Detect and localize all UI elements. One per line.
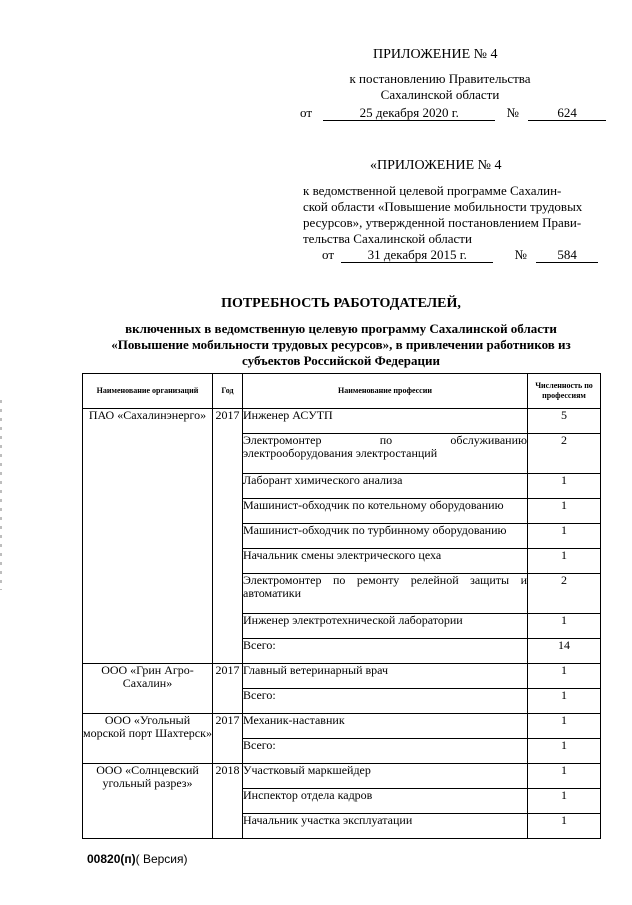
num-prefix: № bbox=[506, 105, 519, 120]
table-row bbox=[83, 409, 601, 434]
appendix-date-row bbox=[300, 105, 606, 121]
appendix-line-1: к постановлению Правительства bbox=[349, 71, 531, 86]
count-cell: 1 bbox=[528, 549, 601, 574]
total-count-cell: 1 bbox=[528, 739, 601, 764]
header-org: Наименование организаций bbox=[83, 374, 213, 409]
appendix-number: 624 bbox=[528, 105, 606, 121]
document-subtitle-1: включенных в ведомственную целевую программу Сахалинской области bbox=[125, 321, 557, 336]
profession-cell: Лаборант химического анализа bbox=[243, 474, 528, 499]
org-cell: ООО «Грин Агро-Сахалин» bbox=[83, 664, 213, 714]
program-line-2: ской области «Повышение мобильности трудовых bbox=[303, 199, 583, 214]
table-row bbox=[83, 664, 601, 689]
count-cell: 2 bbox=[528, 574, 601, 614]
count-cell: 1 bbox=[528, 524, 601, 549]
program-line-1: к ведомственной целевой программе Сахалин- bbox=[303, 183, 562, 198]
date-prefix: от bbox=[322, 247, 335, 262]
footer-version: ( Версия) bbox=[135, 852, 188, 866]
footer-code bbox=[87, 852, 188, 866]
appendix-line-2: Сахалинской области bbox=[380, 87, 500, 102]
profession-cell: Электромонтер по обслуживанию электрооборудования электростанций bbox=[243, 434, 528, 474]
count-cell: 1 bbox=[528, 714, 601, 739]
count-cell: 5 bbox=[528, 409, 601, 434]
year-cell: 2017 bbox=[213, 714, 243, 764]
table-row bbox=[83, 714, 601, 739]
total-count-cell: 14 bbox=[528, 639, 601, 664]
header-profession: Наименование профессии bbox=[243, 374, 528, 409]
program-date: 31 декабря 2015 г. bbox=[341, 247, 493, 263]
total-cell: Всего: bbox=[243, 689, 528, 714]
profession-cell: Начальник смены электрического цеха bbox=[243, 549, 528, 574]
program-date-row bbox=[322, 247, 598, 263]
count-cell: 1 bbox=[528, 614, 601, 639]
org-cell: ПАО «Сахалинэнерго» bbox=[83, 409, 213, 664]
program-line-4: тельства Сахалинской области bbox=[303, 231, 472, 246]
total-count-cell: 1 bbox=[528, 689, 601, 714]
profession-cell: Механик-наставник bbox=[243, 714, 528, 739]
year-cell: 2018 bbox=[213, 764, 243, 839]
appendix-title: ПРИЛОЖЕНИЕ № 4 bbox=[373, 47, 498, 62]
footer-code-text: 00820(п) bbox=[87, 852, 136, 866]
count-cell: 1 bbox=[528, 814, 601, 839]
employers-table bbox=[82, 373, 601, 839]
profession-cell: Участковый маркшейдер bbox=[243, 764, 528, 789]
count-cell: 1 bbox=[528, 499, 601, 524]
profession-cell: Инженер АСУТП bbox=[243, 409, 528, 434]
document-subtitle-3: субъектов Российской Федерации bbox=[242, 353, 440, 368]
org-cell: ООО «Солнцевский угольный разрез» bbox=[83, 764, 213, 839]
profession-cell: Машинист-обходчик по котельному оборудованию bbox=[243, 499, 528, 524]
profession-cell: Начальник участка эксплуатации bbox=[243, 814, 528, 839]
document-subtitle-2: «Повышение мобильности трудовых ресурсов», в привлечении работников из bbox=[111, 337, 571, 352]
profession-cell: Машинист-обходчик по турбинному оборудованию bbox=[243, 524, 528, 549]
profession-cell: Электромонтер по ремонту релейной защиты и автоматики bbox=[243, 574, 528, 614]
count-cell: 1 bbox=[528, 764, 601, 789]
count-cell: 2 bbox=[528, 434, 601, 474]
program-appendix-title: «ПРИЛОЖЕНИЕ № 4 bbox=[370, 158, 502, 173]
profession-cell: Главный ветеринарный врач bbox=[243, 664, 528, 689]
profession-cell: Инспектор отдела кадров bbox=[243, 789, 528, 814]
appendix-date: 25 декабря 2020 г. bbox=[323, 105, 495, 121]
num-prefix: № bbox=[514, 247, 527, 262]
count-cell: 1 bbox=[528, 664, 601, 689]
date-prefix: от bbox=[300, 105, 313, 120]
program-line-3: ресурсов», утвержденной постановлением Прави- bbox=[303, 215, 582, 230]
scan-edge-marks bbox=[0, 400, 2, 590]
table-row bbox=[83, 764, 601, 789]
program-number: 584 bbox=[536, 247, 598, 263]
total-cell: Всего: bbox=[243, 739, 528, 764]
count-cell: 1 bbox=[528, 789, 601, 814]
table-header-row bbox=[83, 374, 601, 409]
year-cell: 2017 bbox=[213, 409, 243, 664]
count-cell: 1 bbox=[528, 474, 601, 499]
header-year: Год bbox=[213, 374, 243, 409]
profession-cell: Инженер электротехнической лаборатории bbox=[243, 614, 528, 639]
org-cell: ООО «Угольный морской порт Шахтерск» bbox=[83, 714, 213, 764]
total-cell: Всего: bbox=[243, 639, 528, 664]
header-count: Численность по профессиям bbox=[528, 374, 601, 409]
year-cell: 2017 bbox=[213, 664, 243, 714]
document-title: ПОТРЕБНОСТЬ РАБОТОДАТЕЛЕЙ, bbox=[221, 296, 461, 311]
